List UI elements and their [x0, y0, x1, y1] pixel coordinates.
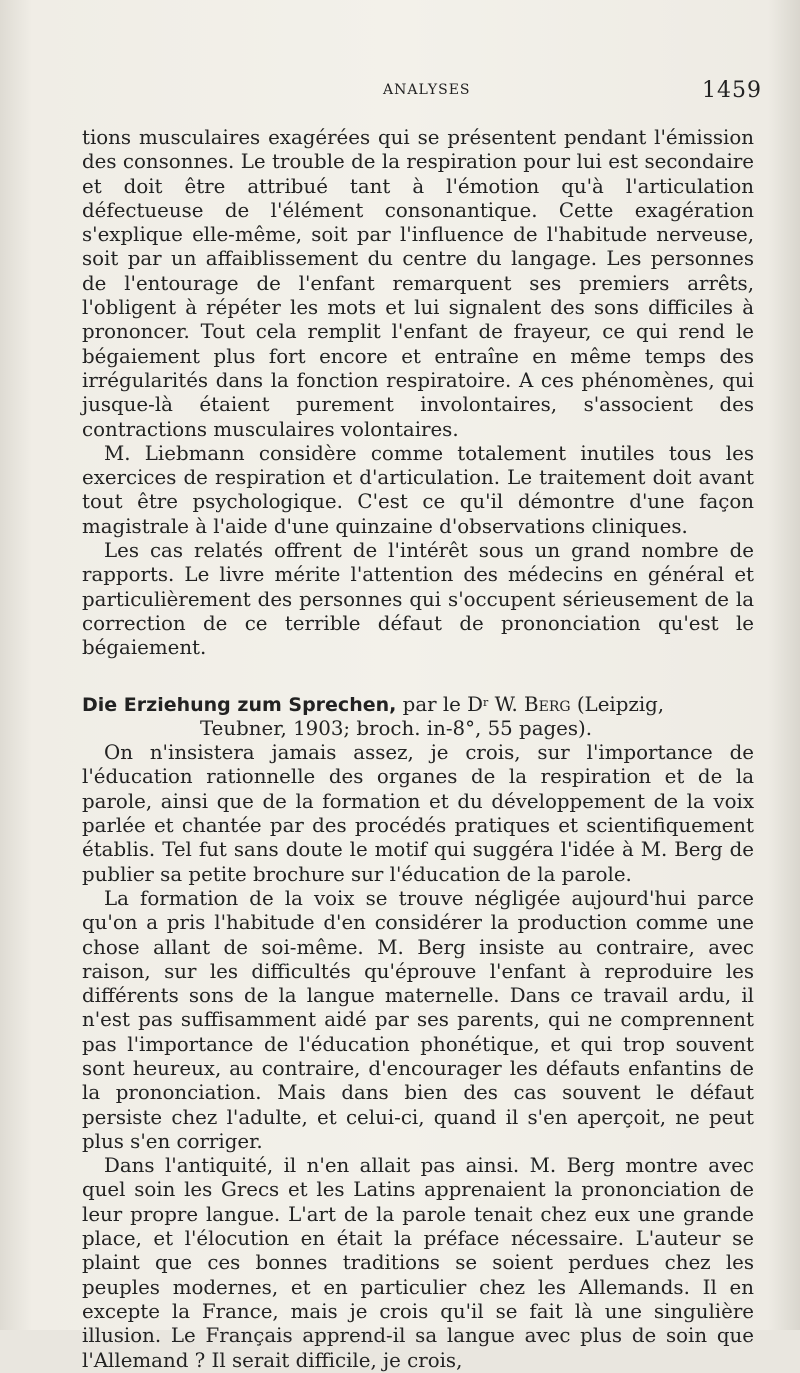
byline-author: W. Berg	[494, 692, 571, 716]
byline-prefix: par le D	[402, 692, 484, 716]
review-paragraph: La formation de la voix se trouve négligée aujourd'hui parce qu'on a pris l'habitude d'en considérer la production comme une chose allant de soi-même. M. Berg insiste au contraire, avec raison, sur les difficultés qu'éprouve l'enfant à reproduire les différents sons de la langue maternelle. Dans ce travail ardu, il n'est pas suffisamment aidé par ses parents, qui ne comprennent pas l'importance de l'éducation phonétique, et qui trop souvent sont heureux, au contraire, d'encourager les défauts enfantins de la prononciation. Mais dans bien des cas souvent le défaut persiste chez l'adulte, et celui-ci, quand il s'en aperçoit, ne peut plus s'en corriger.	[82, 886, 754, 1153]
review-heading	[82, 693, 754, 742]
running-header	[0, 78, 800, 106]
continuation-paragraph: M. Liebmann considère comme totalement inutiles tous les exercices de respiration et d'articulation. Le traitement doit avant tout être psychologique. C'est ce qu'il démontre d'une façon magistrale à l'aide d'une quinzaine d'observations cliniques.	[82, 441, 754, 538]
byline-superscript: r	[483, 695, 489, 709]
page-number: 1459	[702, 78, 762, 103]
byline-place: (Leipzig,	[576, 692, 665, 716]
book-title: Die Erziehung zum Sprechen,	[82, 693, 397, 716]
review-paragraph: Dans l'antiquité, il n'en allait pas ainsi. M. Berg montre avec quel soin les Grecs et les Latins apprenaient la prononciation de leur propre langue. L'art de la parole tenait chez eux une grande place, et l'élocution en était la préface nécessaire. L'auteur se plaint que ces bonnes traditions se soient perdues chez les peuples modernes, et en particulier chez les Allemands. Il en excepte la France, mais je crois qu'il se fait là une singulière illusion. Le Français apprend-il sa langue avec plus de soin que l'Allemand ? Il serait difficile, je crois,	[82, 1154, 754, 1372]
text-body	[82, 126, 754, 1373]
publication-details: Teubner, 1903; broch. in-8°, 55 pages).	[200, 716, 593, 740]
continuation-paragraph: tions musculaires exagérées qui se présentent pendant l'émission des consonnes. Le trouble de la respiration pour lui est secondaire et doit être attribué tant à l'émotion qu'à l'articulation défectueuse de l'élément consonantique. Cette exagération s'explique elle-même, soit par l'influence de l'habitude nerveuse, soit par un affaiblissement du centre du langage. Les personnes de l'entourage de l'enfant remarquent ses premiers arrêts, l'obligent à répéter les mots et lui signalent des sons difficiles à prononcer. Tout cela remplit l'enfant de frayeur, ce qui rend le bégaiement plus fort encore et entraîne en même temps des irrégularités dans la fonction respiratoire. A ces phénomènes, qui jusque-là étaient purement involontaires, s'associent des contractions musculaires volontaires.	[82, 126, 754, 441]
running-title: ANALYSES	[383, 82, 471, 98]
continuation-paragraph: Les cas relatés offrent de l'intérêt sous un grand nombre de rapports. Le livre mérite l'attention des médecins en général et particulièrement des personnes qui s'occupent sérieusement de la correction de ce terrible défaut de prononciation qu'est le bégaiement.	[82, 539, 754, 660]
review-paragraph: On n'insistera jamais assez, je crois, sur l'importance de l'éducation rationnelle des organes de la respiration et de la parole, ainsi que de la formation et du développement de la voix parlée et chantée par des procédés pratiques et scientifiquement établis. Tel fut sans doute le motif qui suggéra l'idée à M. Berg de publier sa petite brochure sur l'éducation de la parole.	[82, 741, 754, 886]
